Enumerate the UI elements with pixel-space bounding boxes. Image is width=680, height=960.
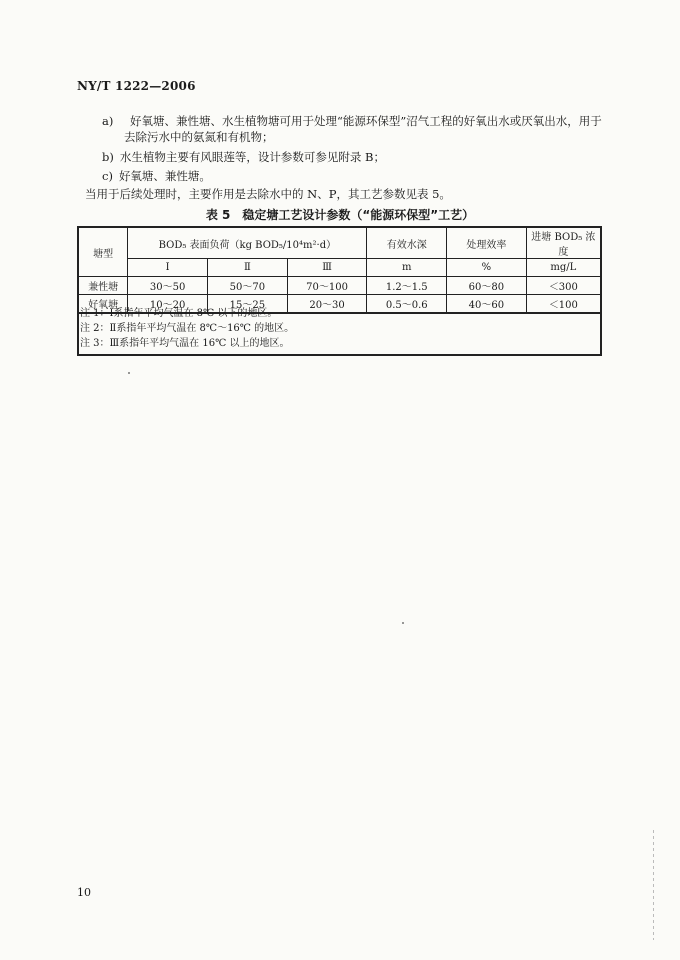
- table-title: 表 5 稳定塘工艺设计参数（“能源环保型”工艺）: [205, 208, 475, 222]
- cell-influent-bod: ＜100: [526, 295, 601, 314]
- note-3: 注 3：Ⅲ系指年平均气温在 16℃ 以上的地区。: [80, 338, 290, 349]
- note-2: 注 2：Ⅱ系指年平均气温在 8℃～16℃ 的地区。: [80, 323, 295, 334]
- cell-zone-1: 30～50: [128, 277, 208, 295]
- cell-efficiency: 40～60: [447, 295, 527, 314]
- item-c-text: 好氧塘、兼性塘。: [118, 169, 211, 183]
- note-1: 注 1：Ⅰ系指年平均气温在 8℃ 以下的地区。: [80, 308, 278, 319]
- header-efficiency-unit: %: [447, 259, 527, 277]
- item-a-text-1: 好氧塘、兼性塘、水生植物塘可用于处理“能源环保型”沼气工程的好氧出水或厌氧出水，用于: [130, 114, 602, 128]
- cell-efficiency: 60～80: [447, 277, 527, 295]
- design-parameter-table: [77, 226, 602, 314]
- header-pond-type: 塘型: [78, 227, 128, 277]
- cell-pond: 好氧塘: [78, 295, 128, 314]
- cell-influent-bod: ＜300: [526, 277, 601, 295]
- cell-zone-3: 20～30: [287, 295, 367, 314]
- cell-zone-2: 15～25: [207, 295, 287, 314]
- header-efficiency: 处理效率: [447, 227, 527, 259]
- scan-speck: [402, 622, 404, 624]
- header-bod-load: BOD₅ 表面负荷（kg BOD₅/10⁴m²·d）: [128, 227, 367, 259]
- table-notes: [80, 306, 294, 351]
- cell-zone-3: 70～100: [287, 277, 367, 295]
- item-a-label: a): [102, 114, 114, 128]
- item-c-label: c): [102, 169, 113, 183]
- cell-zone-1: 10～20: [128, 295, 208, 314]
- cell-zone-2: 50～70: [207, 277, 287, 295]
- standard-code: NY/T 1222—2006: [77, 79, 196, 93]
- header-depth-unit: m: [367, 259, 447, 277]
- item-b-label: b): [102, 150, 114, 164]
- cell-depth: 1.2～1.5: [367, 277, 447, 295]
- item-a: [102, 113, 622, 145]
- followup-paragraph: 当用于后续处理时，主要作用是去除水中的 N、P，其工艺参数见表 5。: [85, 187, 451, 201]
- cell-pond: 兼性塘: [78, 277, 128, 295]
- table-row: [78, 277, 601, 295]
- header-depth: 有效水深: [367, 227, 447, 259]
- header-zone-2: Ⅱ: [207, 259, 287, 277]
- item-c: [102, 168, 211, 184]
- page-number: 10: [77, 886, 91, 899]
- item-a-text-2: 去除污水中的氨氮和有机物；: [124, 130, 274, 144]
- header-zone-3: Ⅲ: [287, 259, 367, 277]
- header-zone-1: Ⅰ: [128, 259, 208, 277]
- scan-edge-mark: [653, 830, 654, 940]
- item-b-text: 水生植物主要有风眼莲等，设计参数可参见附录 B；: [119, 150, 385, 164]
- cell-depth: 0.5～0.6: [367, 295, 447, 314]
- scan-speck: [128, 372, 130, 374]
- header-influent-bod-unit: mg/L: [526, 259, 601, 277]
- header-influent-bod: 进塘 BOD₅ 浓度: [526, 227, 601, 259]
- item-b: [102, 149, 385, 165]
